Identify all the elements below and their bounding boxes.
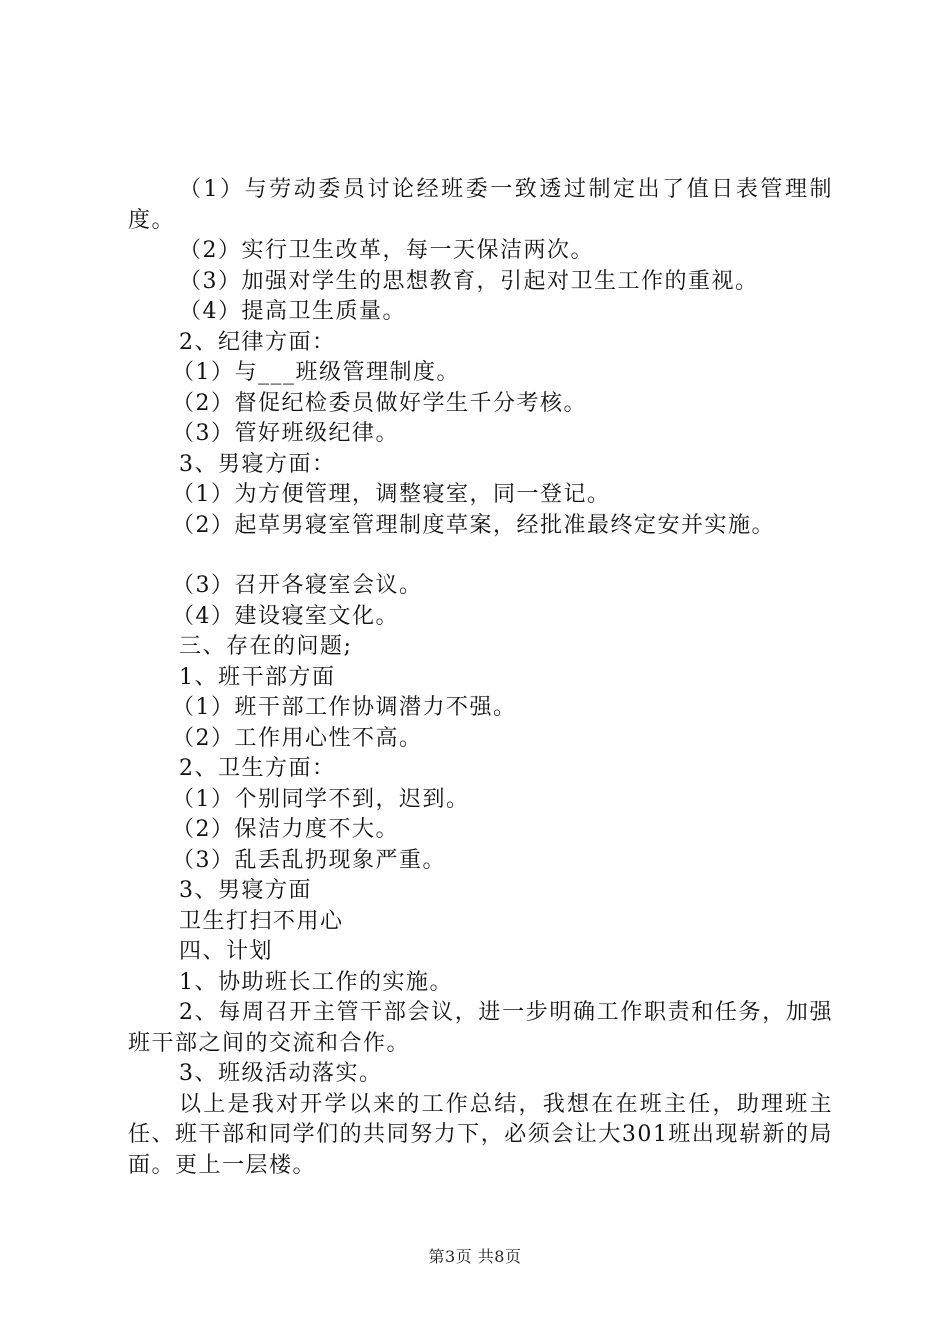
paragraph-plan-item-3: 3、班级活动落实。	[179, 1061, 383, 1086]
paragraph-cadres-item-1: （1）班干部工作协调潜力不强。	[172, 695, 517, 720]
paragraph-hygiene-item-4: （4）提高卫生质量。	[179, 299, 406, 324]
paragraph-hygiene-item-2: （2）实行卫生改革，每一天保洁两次。	[179, 238, 594, 263]
paragraph-dorm-item-3: （3）召开各寝室会议。	[172, 573, 423, 598]
section-heading-problems: 三、存在的问题;	[179, 634, 353, 659]
paragraph-dorm-problem: 卫生打扫不用心	[179, 908, 344, 934]
subheading-class-cadres: 1、班干部方面	[179, 664, 336, 690]
paragraph-dorm-item-2: （2）起草男寝室管理制度草案，经批准最终定安并实施。	[172, 512, 775, 538]
paragraph-hygiene-problem-3: （3）乱丢乱扔现象严重。	[172, 847, 446, 873]
section-heading-discipline: 2、纪律方面：	[179, 329, 336, 355]
paragraph-dorm-item-1: （1）为方便管理，调整寝室，同一登记。	[172, 482, 611, 507]
paragraph-dorm-item-4: （4）建设寝室文化。	[172, 603, 399, 629]
subheading-male-dorm: 3、男寝方面	[179, 878, 312, 903]
page-number-footer: 第3页 共8页	[428, 1247, 522, 1266]
section-heading-plan: 四、计划	[179, 939, 274, 964]
document-body	[128, 175, 833, 1181]
paragraph-hygiene-problem-2: （2）保洁力度不大。	[172, 817, 399, 842]
paragraph-discipline-item-2: （2）督促纪检委员做好学生千分考核。	[172, 390, 587, 416]
paragraph-cadres-item-2: （2）工作用心性不高。	[172, 725, 423, 751]
paragraph-hygiene-item-3: （3）加强对学生的思想教育，引起对卫生工作的重视。	[179, 268, 759, 294]
blank-line	[128, 541, 833, 571]
paragraph-discipline-item-3: （3）管好班级纪律。	[172, 421, 399, 446]
subheading-hygiene: 2、卫生方面：	[179, 756, 336, 781]
paragraph-plan-item-2: 2、每周召开主管干部会议，进一步明确工作职责和任务，加强班干部之间的交流和合作。	[128, 1000, 833, 1056]
section-heading-male-dorm: 3、男寝方面：	[179, 451, 336, 477]
paragraph-plan-item-1: 1、协助班长工作的实施。	[179, 969, 453, 995]
paragraph-hygiene-problem-1: （1）个别同学不到，迟到。	[172, 786, 470, 812]
paragraph-hygiene-item-1: （1）与劳动委员讨论经班委一致透过制定出了值日表管理制度。	[128, 177, 833, 233]
paragraph-conclusion: 以上是我对开学以来的工作总结，我想在在班主任，助理班主任、班干部和同学们的共同努力下，必须会让大301班出现崭新的局面。更上一层楼。	[128, 1091, 833, 1178]
paragraph-discipline-item-1: （1）与___班级管理制度。	[172, 360, 460, 385]
